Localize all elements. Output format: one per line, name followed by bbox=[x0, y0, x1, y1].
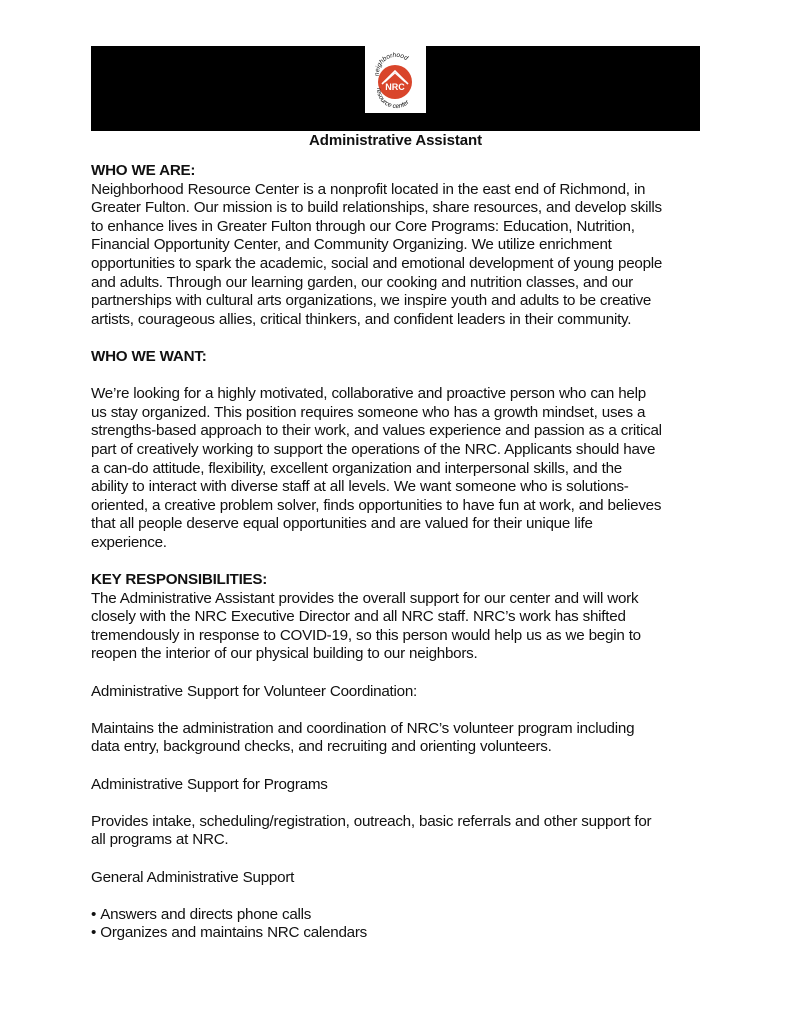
who-we-want-line: oriented, a creative problem solver, finds opportunities to have fun at work, and believes bbox=[91, 496, 662, 514]
who-we-are-line: Neighborhood Resource Center is a nonprofit located in the east end of Richmond, in bbox=[91, 180, 646, 198]
volunteer-line: Maintains the administration and coordination of NRC’s volunteer program including bbox=[91, 719, 635, 737]
section-heading-who-we-are: WHO WE ARE: bbox=[91, 162, 196, 179]
bullet-item: • Answers and directs phone calls bbox=[91, 906, 731, 925]
who-we-are-line: and adults. Through our learning garden, our cooking and nutrition classes, and our bbox=[91, 273, 633, 291]
spacer bbox=[91, 887, 731, 906]
nrc-logo bbox=[365, 46, 426, 113]
subheading-general-support: General Administrative Support bbox=[91, 868, 295, 886]
logo-top-text: neighborhood bbox=[373, 51, 410, 77]
who-we-are-line: Financial Opportunity Center, and Community Organizing. We utilize enrichment bbox=[91, 236, 612, 254]
who-we-are-line: partnerships with cultural arts organizations, we inspire youth and adults to be creative bbox=[91, 292, 652, 310]
spacer bbox=[91, 701, 731, 720]
who-we-want-line: strengths-based approach to their work, and values experience and passion as a critical bbox=[91, 422, 662, 440]
page-title: Administrative Assistant bbox=[309, 132, 482, 149]
who-we-want-line: that all people deserve equal opportunities and are valued for their unique life bbox=[91, 515, 593, 533]
bullet-item: • Organizes and maintains NRC calendars bbox=[91, 924, 731, 943]
section-heading-who-we-want: WHO WE WANT: bbox=[91, 347, 207, 365]
subheading-programs: Administrative Support for Programs bbox=[91, 775, 328, 793]
who-we-are-line: artists, courageous allies, critical thinkers, and confident leaders in their community. bbox=[91, 310, 632, 328]
spacer bbox=[91, 329, 731, 348]
spacer bbox=[91, 552, 731, 571]
who-we-want-line: a can-do attitude, flexibility, excellent organization and interpersonal skills, and the bbox=[91, 459, 623, 477]
spacer bbox=[91, 757, 731, 776]
who-we-are-line: Greater Fulton. Our mission is to build relationships, share resources, and develop skills bbox=[91, 199, 662, 217]
spacer bbox=[91, 850, 731, 869]
who-we-are-line: to enhance lives in Greater Fulton through our Core Programs: Education, Nutrition, bbox=[91, 217, 635, 235]
programs-line: Provides intake, scheduling/registration, outreach, basic referrals and other support for bbox=[91, 812, 652, 830]
who-we-want-line: part of creatively working to support the operations of the NRC. Applicants should have bbox=[91, 440, 656, 458]
logo-bottom-text: resource center bbox=[374, 87, 411, 111]
who-we-are-line: opportunities to spark the academic, social and emotional development of young people bbox=[91, 254, 663, 272]
who-we-want-line: us stay organized. This position requires someone who has a growth mindset, uses a bbox=[91, 403, 646, 421]
responsibilities-line: tremendously in response to COVID-19, so this person would help us as we begin to bbox=[91, 626, 641, 644]
logo-center-text: NRC bbox=[385, 82, 405, 92]
responsibilities-line: The Administrative Assistant provides the overall support for our center and will work bbox=[91, 589, 639, 607]
who-we-want-line: ability to interact with diverse staff at all levels. We want someone who is solutions- bbox=[91, 478, 629, 496]
subheading-volunteer-coordination: Administrative Support for Volunteer Coordination: bbox=[91, 682, 417, 700]
house-roof-icon bbox=[365, 46, 426, 113]
who-we-want-line: experience. bbox=[91, 533, 167, 551]
programs-line: all programs at NRC. bbox=[91, 831, 229, 849]
spacer bbox=[91, 794, 731, 813]
responsibilities-line: closely with the NRC Executive Director and all NRC staff. NRC’s work has shifted bbox=[91, 608, 626, 626]
spacer bbox=[91, 664, 731, 683]
document-body bbox=[91, 162, 731, 943]
responsibilities-line: reopen the interior of our physical building to our neighbors. bbox=[91, 645, 478, 663]
volunteer-line: data entry, background checks, and recruiting and orienting volunteers. bbox=[91, 738, 552, 756]
spacer bbox=[91, 367, 731, 386]
who-we-want-line: We’re looking for a highly motivated, collaborative and proactive person who can help bbox=[91, 385, 646, 403]
section-heading-key-responsibilities: KEY RESPONSIBILITIES: bbox=[91, 571, 268, 589]
